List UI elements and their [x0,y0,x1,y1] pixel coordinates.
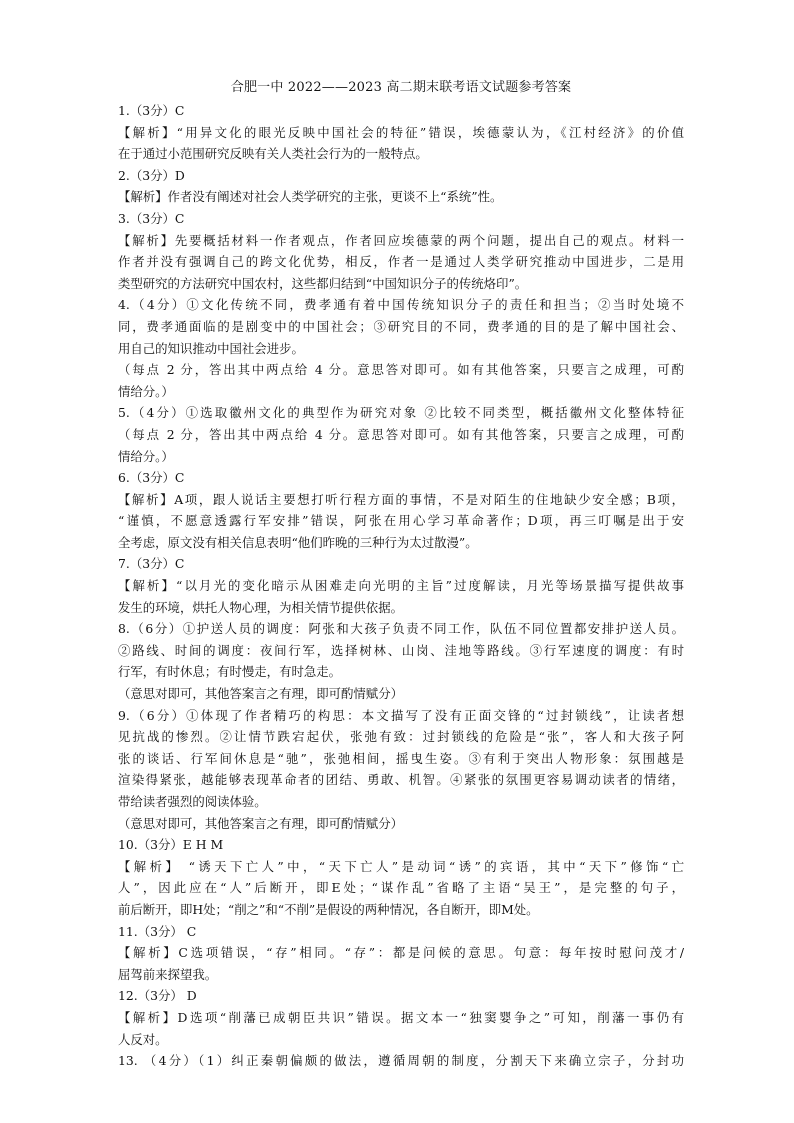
document-title: 合肥一中 2022——2023 高二期末联考语文试题参考答案 [230,80,572,95]
text-line: 【解析】D选项“削藩已成朝臣共识”错误。据文本一“独窦婴争之”可知，削藩一事仍有 [118,1009,684,1025]
text-line: 3.（3分）C [118,210,185,226]
text-line: 情给分。） [118,448,174,464]
text-line: 10.（3分）E H M [118,837,224,853]
text-line: 12.（3分） D [118,988,197,1004]
text-line: 渲染得紧张，越能够表现革命者的团结、勇敢、机智。④紧张的氛围更容易调动读者的情绪， [118,772,684,788]
text-line: 情给分。） [118,383,174,399]
text-line: 9.（6分）①体现了作者精巧的构思：本文描写了没有正面交锋的“过封锁线”，让读者想 [118,707,684,723]
text-line: ②路线、时间的调度：夜间行军，选择树林、山岗、洼地等路线。③行军速度的调度：有时 [118,642,684,658]
text-line: 5.（4分）①选取徽州文化的典型作为研究对象 ②比较不同类型，概括徽州文化整体特征 [118,405,684,421]
text-line: 2.（3分）D [118,167,185,183]
text-line: 用自己的知识推动中国社会进步。 [118,340,304,356]
text-line: “谨慎，不愿意透露行军安排”错误，阿张在用心学习革命著作；D项，再三叮嘱是出于安 [118,513,684,529]
text-line: 作者并没有强调自己的跨文化优势，相反，作者一是通过人类学研究推动中国进步，二是用 [118,254,684,270]
text-line: 屈驾前来探望我。 [118,966,218,982]
text-line: 【解析】 “诱天下亡人”中，“天下亡人”是动词“诱”的宾语，其中“天下”修饰“亡 [118,858,684,874]
text-line: 【解析】C选项错误，“存”相同。“存”：都是问候的意思。句意：每年按时慰问茂才/ [118,945,684,961]
text-line: 6.（3分）C [118,470,185,486]
text-line: 【解析】“以月光的变化暗示从困难走向光明的主旨”过度解读，月光等场景描写提供故事 [118,578,684,594]
text-line: 张的谈话、行军间休息是“驰”，张弛相间，摇曳生姿。③有利于突出人物形象：氛围越是 [118,750,684,766]
text-line: （每点 2 分，答出其中两点给 4 分。意思答对即可。如有其他答案，只要言之成理，可酌 [118,426,684,442]
text-line: 【解析】“用异文化的眼光反映中国社会的特征”错误，埃德蒙认为，《江村经济》的价值 [118,124,684,140]
text-line: 全考虑，原文没有相关信息表明“他们昨晚的三种行为太过散漫”。 [118,534,478,550]
text-line: 4.（4分）①文化传统不同，费孝通有着中国传统知识分子的责任和担当；②当时处境不 [118,297,684,313]
text-line: 发生的环境，烘托人物心理，为相关情节提供依据。 [118,599,403,615]
text-line: 8.（6分）①护送人员的调度：阿张和大孩子负责不同工作，队伍不同位置都安排护送人员。 [118,621,684,637]
text-line: 见抗战的惨烈。②让情节跌宕起伏，张弛有致：过封锁线的危险是“张”，客人和大孩子阿 [118,729,684,745]
text-line: 11.（3分） C [118,923,197,939]
text-line: 行军，有时休息；有时慢走，有时急走。 [118,664,342,680]
text-line: 类型研究的方法研究中国农村，这些都归结到“中国知识分子的传统烙印”。 [118,275,528,291]
text-line: 【解析】A项，跟人说话主要想打听行程方面的事情，不是对陌生的住地缺少安全感；B项， [118,491,684,507]
answer-document [118,78,684,1072]
text-line: 13. （4分）（1）纠正秦朝偏颇的做法，遵循周朝的制度，分割天下来确立宗子，分封功 [118,1053,684,1069]
text-line: 【解析】先要概括材料一作者观点，作者回应埃德蒙的两个问题，提出自己的观点。材料一 [118,232,684,248]
answer-lines [118,100,684,1072]
text-line: （每点 2 分，答出其中两点给 4 分。意思答对即可。如有其他答案，只要言之成理，可酌 [118,362,684,378]
text-line: 1.（3分）C [118,103,185,118]
text-line: 人”，因此应在“人”后断开，即E处；“谋作乱”省略了主语“吴王”，是完整的句子， [118,880,684,896]
text-line: 7.（3分）C [118,556,185,572]
text-line: （意思对即可，其他答案言之有理，即可酌情赋分） [118,686,403,702]
text-line: （意思对即可，其他答案言之有理，即可酌情赋分） [118,815,403,831]
text-line: 带给读者强烈的阅读体验。 [118,794,267,809]
text-line: 在于通过小范围研究反映有关人类社会行为的一般特点。 [118,146,428,162]
text-line: 【解析】作者没有阐述对社会人类学研究的主张，更谈不上“系统”性。 [118,189,503,205]
text-line: 前后断开，即H处；“削之”和“不削”是假设的两种情况，各自断开，即M处。 [118,901,539,917]
text-line: 同，费孝通面临的是剧变中的中国社会；③研究目的不同，费孝通的目的是了解中国社会、 [118,318,684,334]
text-line: 人反对。 [118,1031,168,1047]
